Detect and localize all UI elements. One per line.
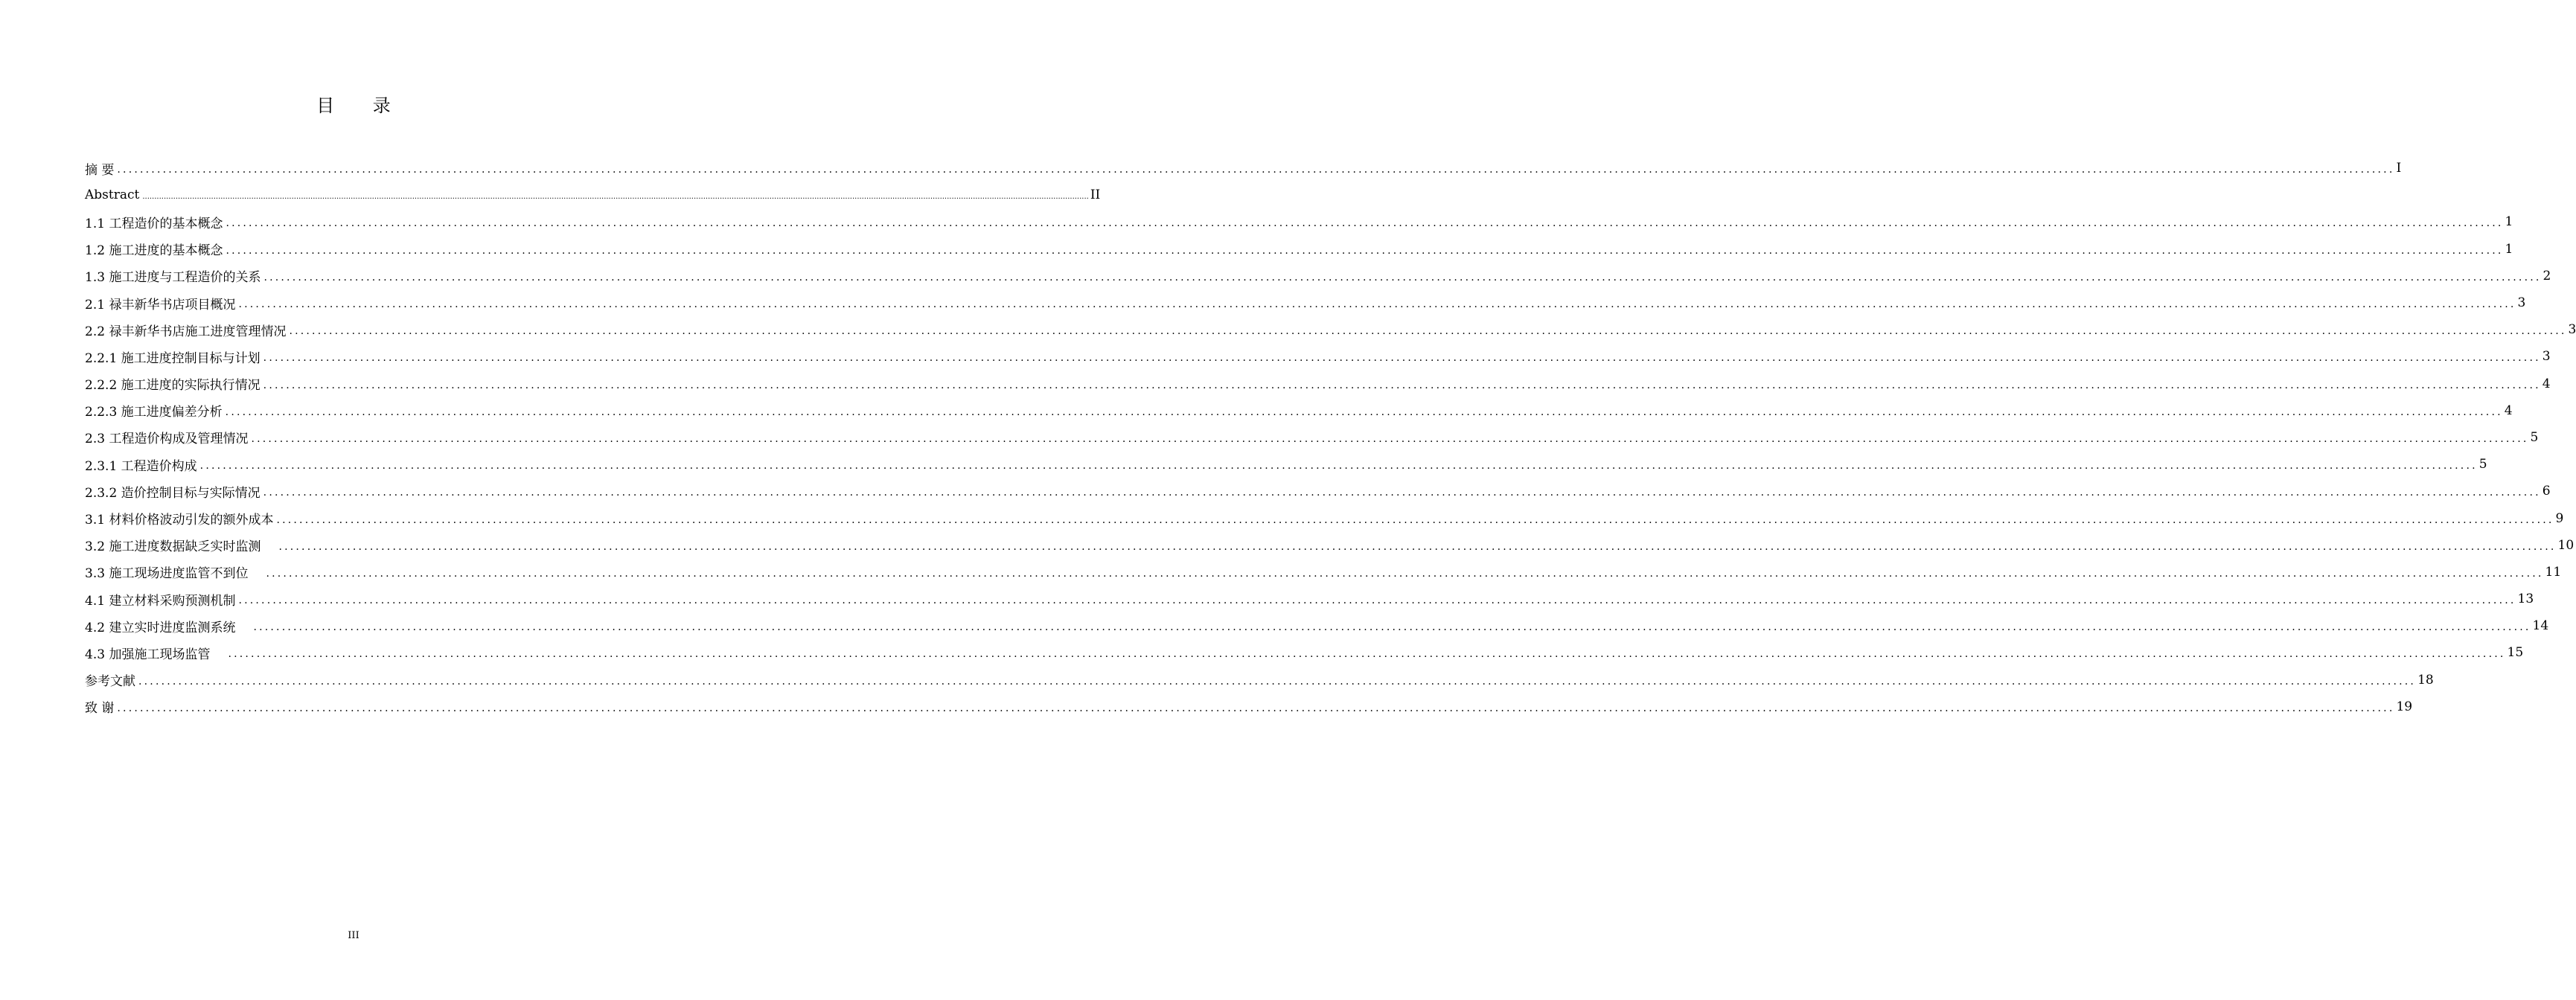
toc-entry-label: 2.3.2 造价控制目标与实际情况: [85, 485, 261, 501]
toc-entry[interactable]: [85, 343, 2551, 370]
leader-dots: ................................................................................................................................................................................................................................................................................................................................................................................................................: [263, 487, 2541, 499]
leader-dots: ................................................................................................................................................................................................................................................................................................................................................................................................................: [117, 164, 2395, 176]
toc-entry-page: 4: [2504, 403, 2513, 418]
leader-dots: ................................................................................................................................................................................................................................................................................................................................................................................................................: [117, 702, 2395, 714]
toc-entry-page: 3: [2568, 322, 2576, 338]
toc-entry-label: 4.3 加强施工现场监管: [85, 647, 211, 662]
leader-dots: ................................................................................................................................................................................................................................................................................................................................................................................................................: [289, 325, 2567, 338]
toc-entry[interactable]: [85, 208, 2513, 235]
toc-entry-page: 2: [2543, 268, 2551, 283]
toc-entry-label: 2.2.2 施工进度的实际执行情况: [85, 378, 261, 394]
leader-dots: ................................................................................................................................................................................................................................................................................................................................................................................................................: [253, 621, 2531, 634]
toc-entry[interactable]: [85, 532, 2575, 559]
toc-entry-label: 2.2 禄丰新华书店施工进度管理情况: [85, 324, 287, 339]
toc-entry-page: 3: [2542, 349, 2551, 365]
toc-entry-page: 19: [2396, 699, 2413, 714]
toc-entry[interactable]: [85, 504, 2564, 531]
page-number: III: [348, 930, 359, 941]
toc-title: 目 录: [316, 95, 407, 116]
toc-entry-page: 1: [2505, 241, 2513, 257]
toc-entry-label: 3.2 施工进度数据缺乏实时监测: [85, 539, 261, 555]
toc-entry-page: 1: [2505, 214, 2513, 230]
leader-dots: ................................................................................................................................................................................................................................................................................................................................................................................................................: [278, 540, 2557, 553]
toc-entry-label: 1.2 施工进度的基本概念: [85, 243, 223, 259]
leader-dots: ................................................................................................................................................................................................................................................................................................................................................................................................................: [226, 217, 2504, 230]
leader-dots: ................................................................................................................................................................................................................................................................................................................................................................................................................: [238, 594, 2516, 607]
toc-entry[interactable]: [85, 397, 2513, 424]
toc-entry-page: 10: [2557, 537, 2575, 553]
toc-entry-page: 5: [2530, 429, 2539, 445]
toc-entry[interactable]: [85, 236, 2513, 263]
toc-entry-page: 14: [2532, 618, 2549, 634]
table-of-contents: [85, 155, 2576, 720]
toc-entry[interactable]: [85, 478, 2551, 504]
toc-entry-page: I: [2396, 161, 2402, 176]
toc-entry-label: 2.2.3 施工进度偏差分析: [85, 405, 223, 420]
toc-entry-page: 4: [2542, 376, 2551, 391]
toc-entry-label: 4.2 建立实时进度监测系统: [85, 620, 236, 635]
leader-dots: ................................................................................................................................................................................................................................................................................................................................................................................................................: [266, 567, 2544, 580]
toc-entry[interactable]: [85, 451, 2487, 478]
leader-dots: ................................................................................................................................................................................................................................................................................................................................................................................................................: [225, 406, 2503, 418]
leader-dots: ................................................................................................................................................................................................................................................................................................................................................................................................................: [263, 379, 2541, 391]
leader-dots: ................................................................................................................................................................................................................................................................................................................................................................................................................: [138, 675, 2417, 688]
toc-entry-page: 6: [2542, 484, 2551, 499]
toc-entry-label: 2.1 禄丰新华书店项目概况: [85, 297, 236, 312]
toc-entry[interactable]: [85, 559, 2562, 586]
leader-dots: ................................................................................................................................................................................................................................................................................................................................................................................................................: [228, 648, 2506, 661]
toc-entry-label: 摘 要: [85, 162, 115, 178]
toc-entry-page: 18: [2417, 672, 2434, 688]
toc-entry[interactable]: [85, 289, 2526, 316]
toc-entry-page: 15: [2507, 645, 2524, 661]
toc-entry[interactable]: [85, 424, 2539, 451]
leader-dots: ................................................................................................................................................................................................................................................................................................................................................................................................................: [226, 244, 2504, 257]
toc-entry-label: 1.1 工程造价的基本概念: [85, 216, 223, 231]
toc-entry-label: 1.3 施工进度与工程造价的关系: [85, 270, 261, 286]
toc-entry-page: 11: [2545, 564, 2562, 580]
toc-entry-page: 9: [2555, 510, 2564, 526]
toc-entry-page: 13: [2517, 592, 2534, 607]
toc-entry[interactable]: [85, 316, 2576, 343]
toc-entry-page: 3: [2517, 295, 2526, 311]
toc-entry-page: 5: [2478, 457, 2487, 472]
toc-entry-label: 2.3 工程造价构成及管理情况: [85, 432, 249, 447]
toc-entry-label: 3.3 施工现场进度监管不到位: [85, 566, 249, 582]
leader-dots: ................................................................................................................................................................................................................................................................................................................................................................................................................: [263, 352, 2541, 365]
leader-dots: ................................................................................................................................................................................................................................................................................................................................................................................................................: [276, 513, 2554, 526]
toc-entry-label: 2.3.1 工程造价构成: [85, 458, 197, 474]
toc-entry[interactable]: [85, 263, 2551, 289]
toc-entry-label: Abstract: [85, 188, 140, 203]
toc-entry[interactable]: [85, 693, 2413, 720]
toc-entry[interactable]: [85, 612, 2549, 639]
toc-entry[interactable]: [85, 371, 2551, 397]
toc-entry[interactable]: [85, 639, 2524, 666]
toc-entry[interactable]: [85, 586, 2534, 612]
leader-dots: ................................................................................................................................................................................................................................................................................................................................................................................................................: [238, 298, 2516, 311]
toc-entry-label: 参考文献: [85, 674, 135, 690]
leader-dots: ................................................................................................................................................................................................................................................................................................................................................................................................................: [251, 432, 2529, 445]
leader-dots: ................................................................................................................................................................................................................................................................................................................................................................................................................: [199, 460, 2478, 472]
toc-entry-label: 3.1 材料价格波动引发的额外成本: [85, 513, 274, 528]
toc-entry-label: 致 谢: [85, 701, 115, 717]
leader-dots: ................................................................................................................................................................................................................................................................................................................................................................................................................: [263, 271, 2542, 283]
toc-entry-page: II: [1090, 188, 1101, 203]
toc-entry[interactable]: [85, 667, 2434, 693]
toc-entry-label: 4.1 建立材料采购预测机制: [85, 593, 236, 609]
toc-entry[interactable]: [85, 155, 2402, 182]
leader-dots: ................................................................................................................................................................................................................................................................................................................................................................................................................: [142, 192, 1089, 201]
toc-entry-label: 2.2.1 施工进度控制目标与计划: [85, 350, 261, 366]
toc-entry[interactable]: [85, 182, 1101, 208]
